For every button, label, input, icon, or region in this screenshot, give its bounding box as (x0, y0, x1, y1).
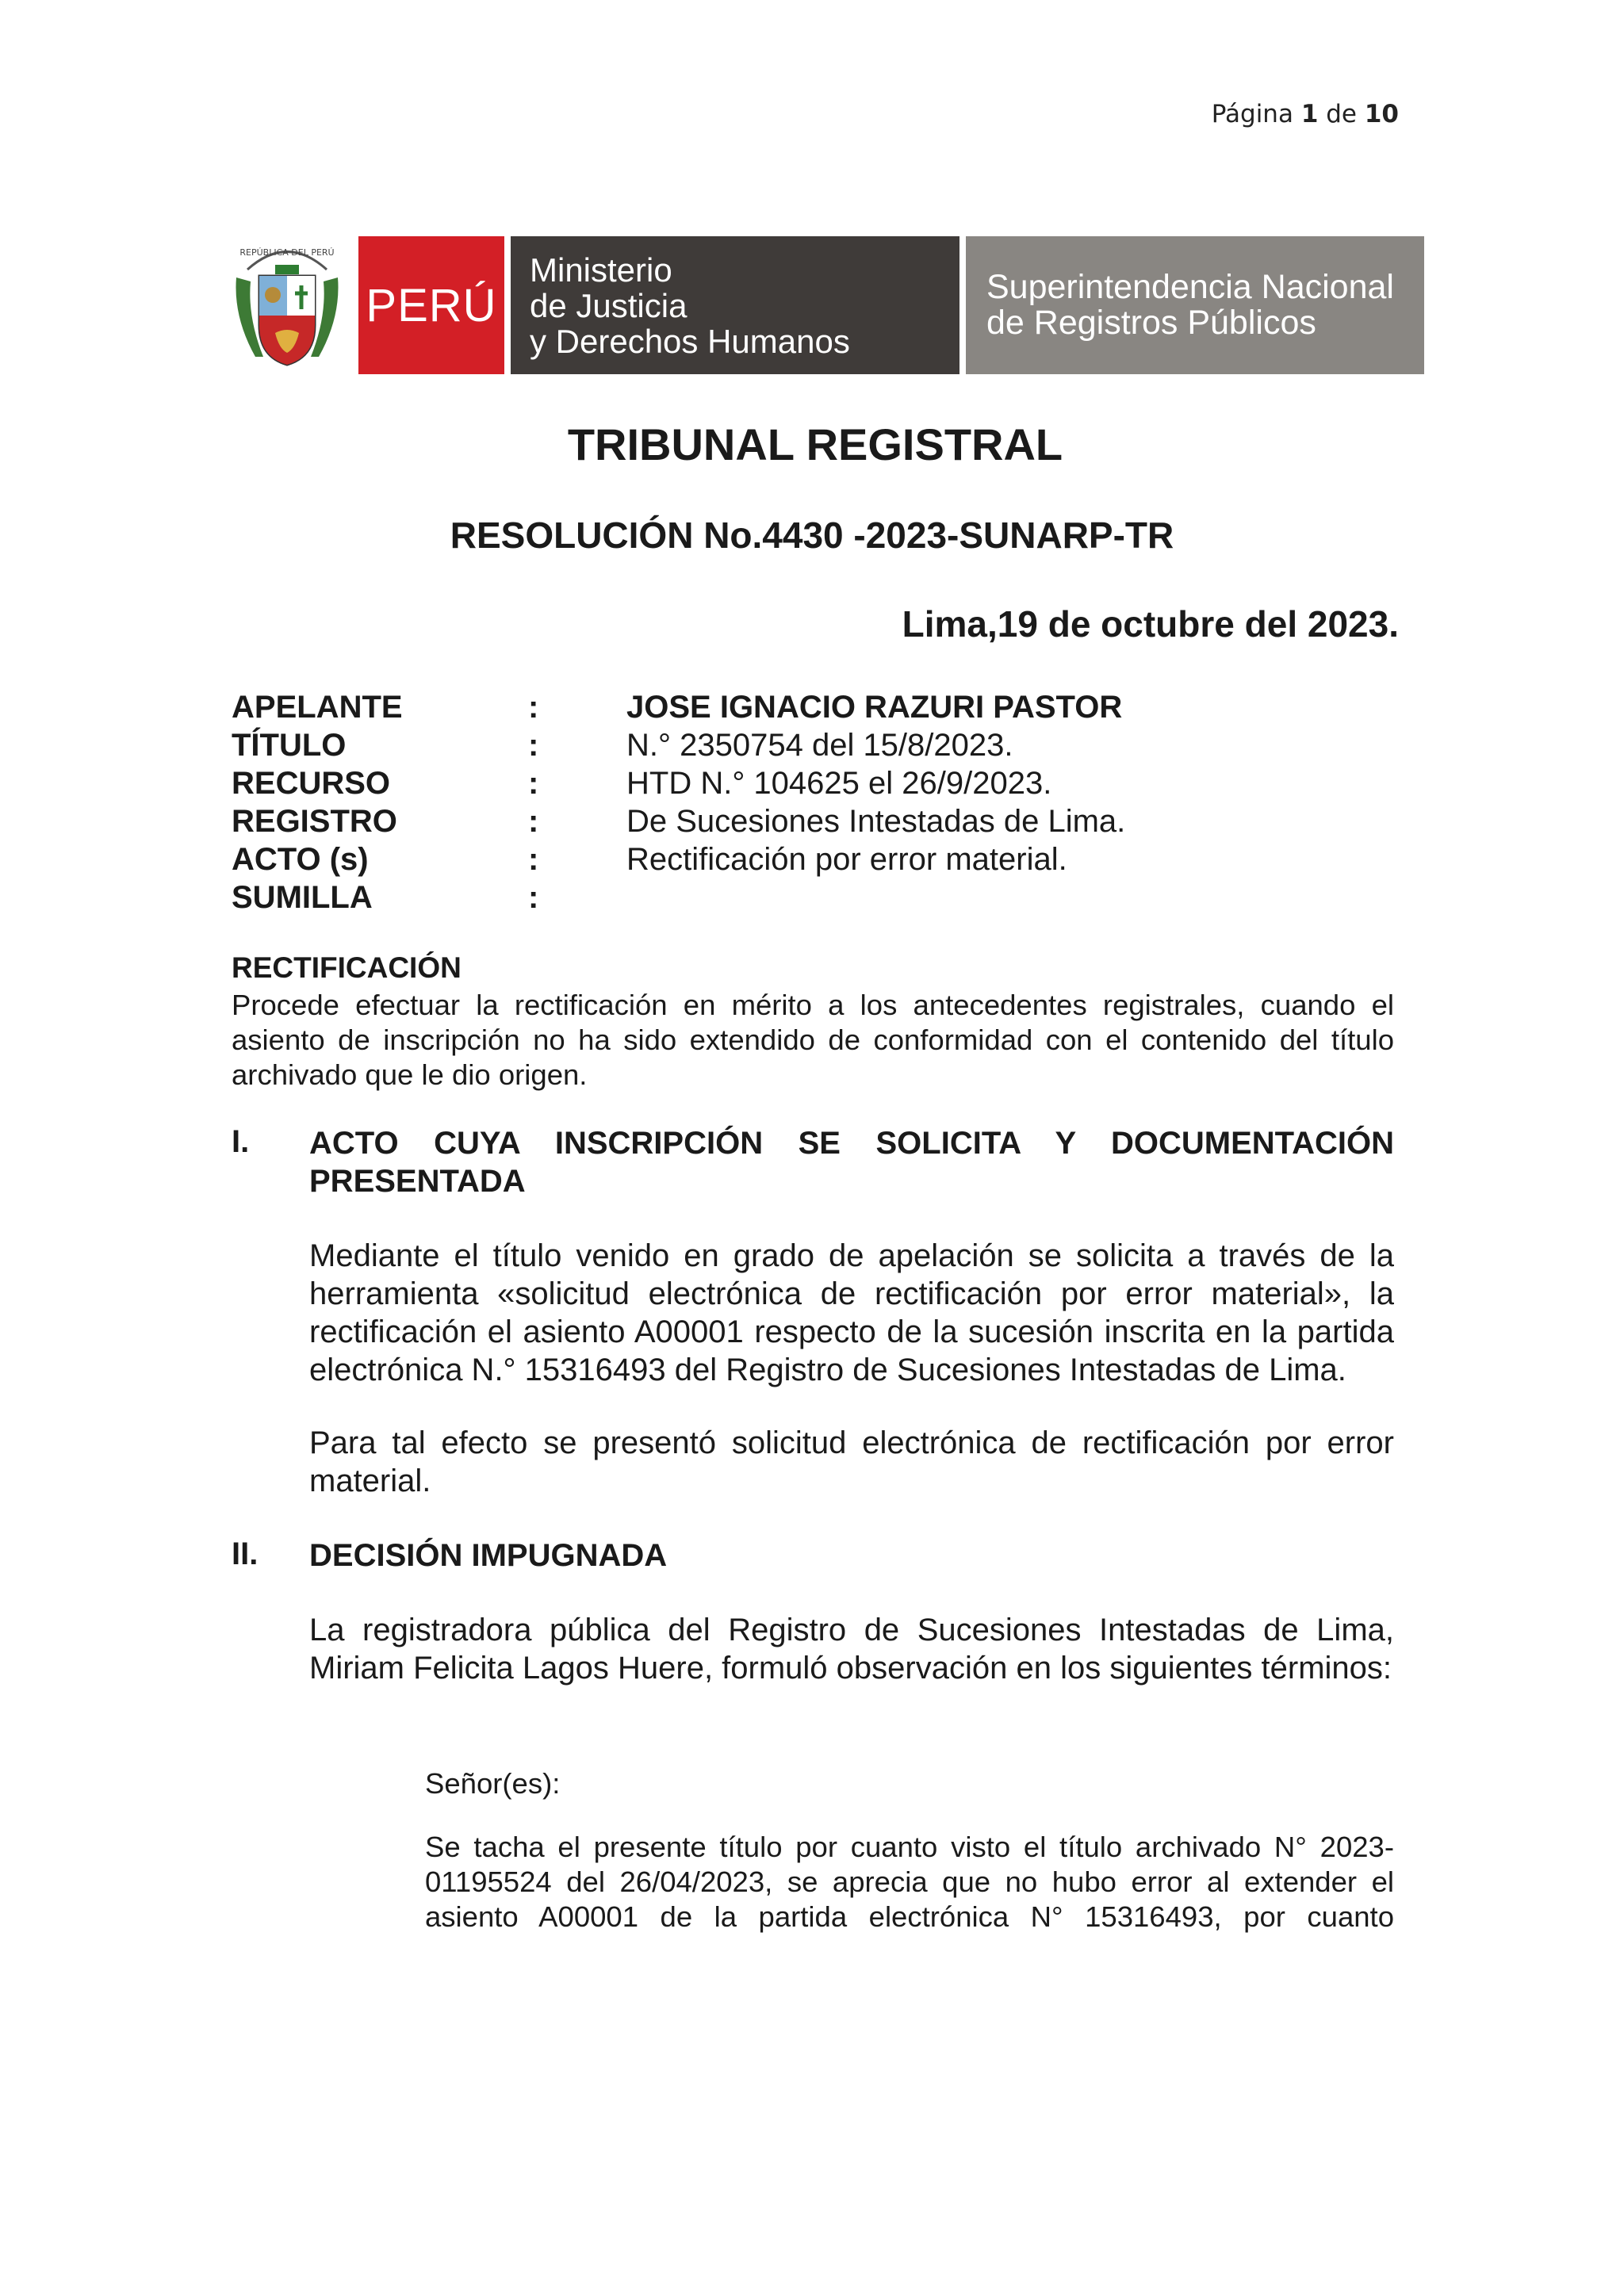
case-info-table (232, 690, 1397, 918)
sumilla-text: Procede efectuar la rectificación en mérito a los antecedentes registrales, cuando el asiento de inscripción no ha sido extendido de conformidad con el contenido del título archivado que le dio origen. (232, 989, 1394, 1091)
info-row-apelante: APELANTE : JOSE IGNACIO RAZURI PASTOR (232, 690, 1123, 725)
ministry-logo: Ministerio de Justicia y Derechos Humanos (511, 236, 959, 374)
info-row-sumilla: SUMILLA : (232, 880, 539, 915)
quote-greeting: Señor(es): (425, 1767, 561, 1800)
sumilla-title: RECTIFICACIÓN (232, 951, 462, 984)
info-row-titulo: TÍTULO : N.° 2350754 del 15/8/2023. (232, 728, 1013, 763)
info-row-acto: ACTO (s) : Rectificación por error material. (232, 842, 1067, 877)
quote-text: Se tacha el presente título por cuanto visto el título archivado N° 2023-01195524 del 26/04/2023, se aprecia que no hubo error al extender el asiento A00001 de la partida electrónica N° 15316493, por cuanto (425, 1831, 1394, 1933)
resolution-number: RESOLUCIÓN No.4430 -2023-SUNARP-TR (450, 515, 1174, 556)
section-1-paragraph-1: Mediante el título venido en grado de apelación se solicita a través de la herramienta «solicitud electrónica de rectificación por error material», la rectificación el asiento A00001 respecto de la sucesión inscrita en la partida electrónica N.° 15316493 del Registro de Sucesiones Intestadas de Lima. (309, 1238, 1394, 1387)
info-row-recurso: RECURSO : HTD N.° 104625 el 26/9/2023. (232, 766, 1052, 801)
coat-of-arms-icon (232, 238, 343, 373)
document-title: TRIBUNAL REGISTRAL (567, 419, 1063, 469)
section-1-paragraph-2: Para tal efecto se presentó solicitud electrónica de rectificación por error material. (309, 1425, 1394, 1498)
section-2-paragraph-1: La registradora pública del Registro de Sucesiones Intestadas de Lima, Miriam Felicita Lagos Huere, formuló observación en los siguientes términos: (309, 1613, 1394, 1686)
peru-logo: PERÚ (358, 236, 504, 374)
crest-text: REPÚBLICA DEL PERÚ (239, 247, 335, 258)
page-number: Página 1 de 10 (1211, 100, 1399, 128)
resolution-date: Lima,19 de octubre del 2023. (902, 603, 1399, 645)
info-row-registro: REGISTRO : De Sucesiones Intestadas de Lima. (232, 804, 1126, 839)
sunarp-logo: Superintendencia Nacional de Registros Públicos (966, 236, 1424, 374)
header-banner (232, 236, 1424, 374)
